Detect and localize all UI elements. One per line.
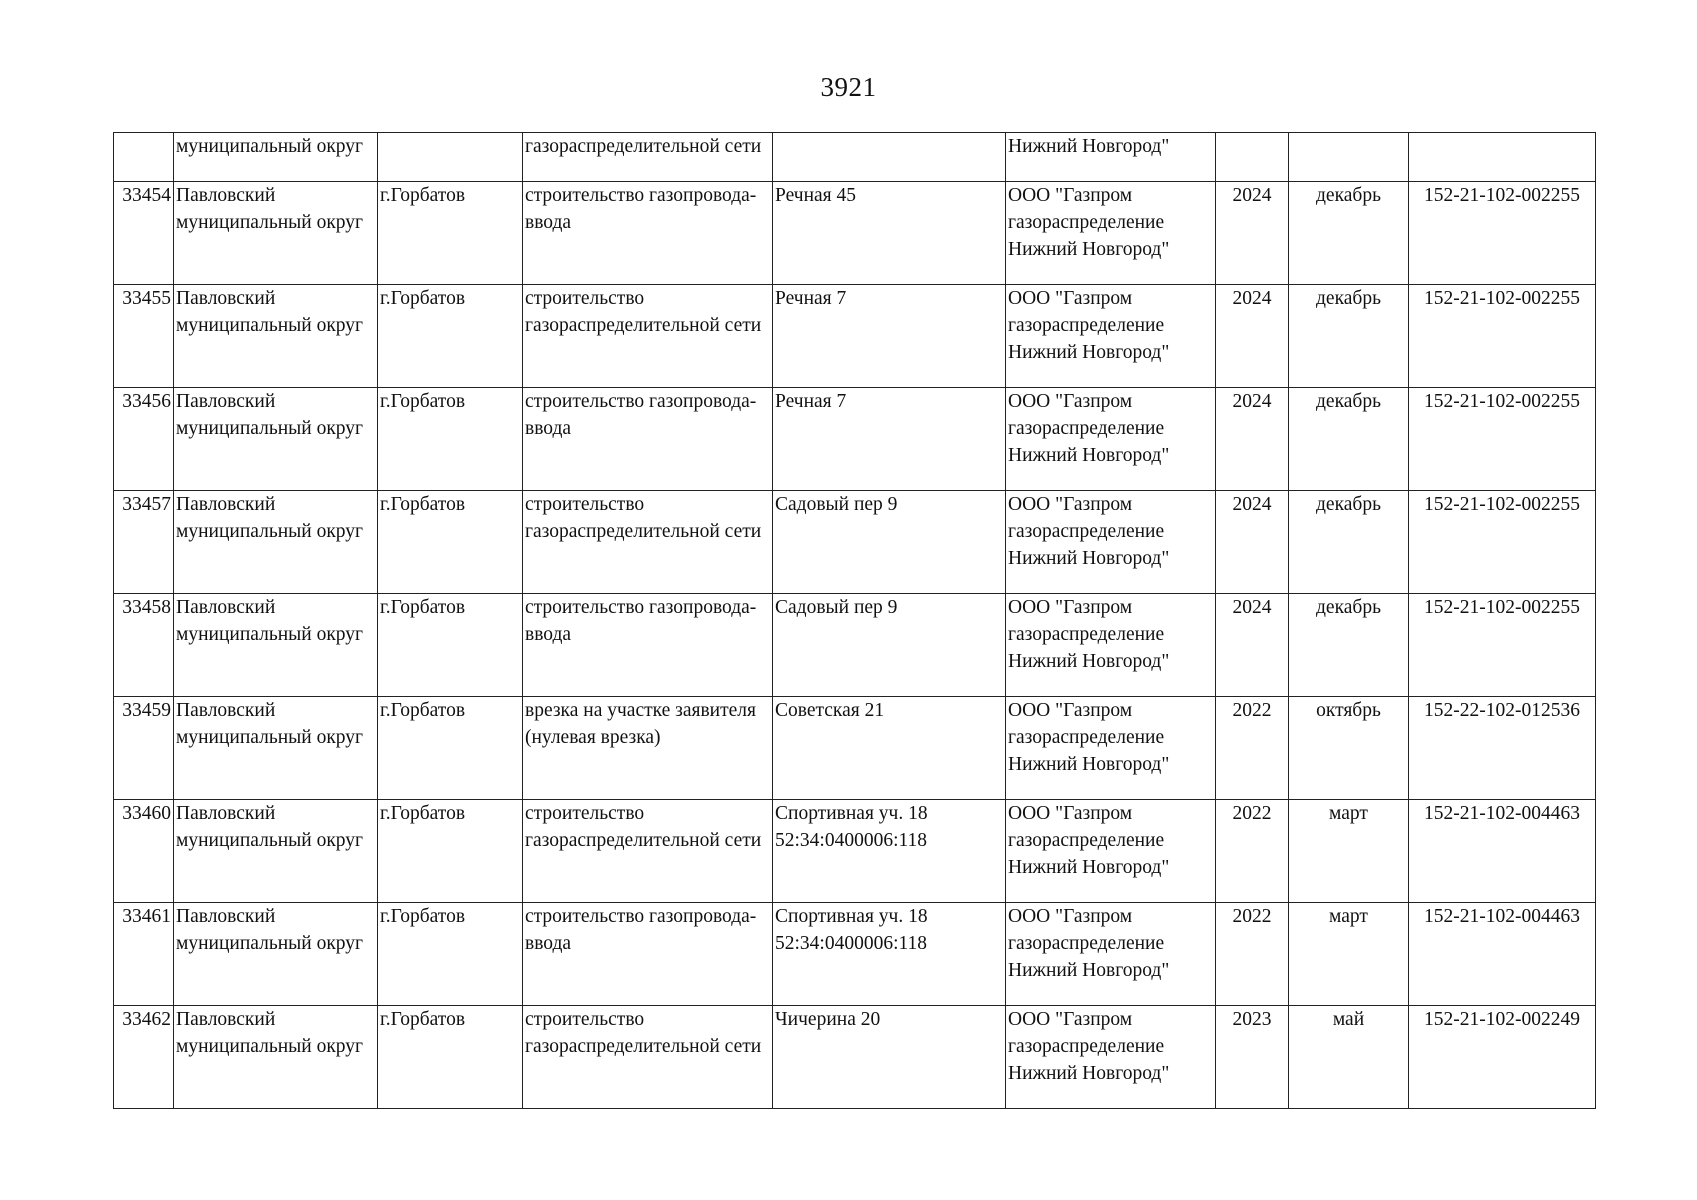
- cell-code: 152-21-102-002255: [1409, 388, 1596, 491]
- cell-address-line: Садовый пер 9: [775, 494, 898, 515]
- cell-num: 33457: [114, 491, 174, 594]
- cell-district: [174, 1006, 378, 1109]
- cell-address: [773, 285, 1006, 388]
- cell-org-line: газораспределение: [1008, 933, 1165, 954]
- cell-district-line: Павловский: [176, 700, 276, 721]
- cell-org-line: газораспределение: [1008, 212, 1165, 233]
- cell-org: Нижний Новгород": [1006, 133, 1216, 182]
- cell-address: [773, 697, 1006, 800]
- cell-work-line: газораспределительной сети: [525, 521, 762, 542]
- cell-org-line: Нижний Новгород": [1008, 651, 1170, 672]
- cell-district-line: Павловский: [176, 494, 276, 515]
- cell-address-line: 52:34:0400006:118: [775, 933, 928, 954]
- cell-org: [1006, 285, 1216, 388]
- cell-org: [1006, 697, 1216, 800]
- cell-num: 33455: [114, 285, 174, 388]
- cell-district: [174, 903, 378, 1006]
- cell-org-line: газораспределение: [1008, 1036, 1165, 1057]
- cell-address: [773, 594, 1006, 697]
- cell-month: декабрь: [1289, 491, 1409, 594]
- cell-address: [773, 182, 1006, 285]
- cell-month: [1289, 133, 1409, 182]
- cell-org: [1006, 594, 1216, 697]
- cell-address-line: 52:34:0400006:118: [775, 830, 928, 851]
- cell-district-line: муниципальный округ: [176, 624, 364, 645]
- cell-district-line: Павловский: [176, 288, 276, 309]
- cell-org-line: газораспределение: [1008, 521, 1165, 542]
- cell-address-line: Речная 7: [775, 391, 847, 412]
- cell-org: [1006, 491, 1216, 594]
- cell-district-line: муниципальный округ: [176, 1036, 364, 1057]
- table-row: [114, 594, 1596, 697]
- cell-city: г.Горбатов: [378, 903, 523, 1006]
- cell-org-line: Нижний Новгород": [1008, 239, 1170, 260]
- cell-org: [1006, 800, 1216, 903]
- cell-district-line: Павловский: [176, 185, 276, 206]
- cell-district: [174, 285, 378, 388]
- cell-year: 2024: [1216, 491, 1289, 594]
- gas-works-table: [113, 132, 1596, 1109]
- cell-city: г.Горбатов: [378, 800, 523, 903]
- cell-year: 2024: [1216, 182, 1289, 285]
- cell-district-line: Павловский: [176, 906, 276, 927]
- cell-address: [773, 491, 1006, 594]
- cell-num: [114, 133, 174, 182]
- cell-code: 152-21-102-002255: [1409, 182, 1596, 285]
- cell-code: 152-21-102-002249: [1409, 1006, 1596, 1109]
- cell-work: [523, 697, 773, 800]
- cell-district-line: муниципальный округ: [176, 727, 364, 748]
- cell-address-line: Спортивная уч. 18: [775, 803, 928, 824]
- cell-work: [523, 388, 773, 491]
- cell-org-line: Нижний Новгород": [1008, 548, 1170, 569]
- cell-num: 33456: [114, 388, 174, 491]
- cell-org-line: газораспределение: [1008, 418, 1165, 439]
- cell-work: [523, 491, 773, 594]
- cell-work: [523, 800, 773, 903]
- table-row: [114, 1006, 1596, 1109]
- cell-work: газораспределительной сети: [523, 133, 773, 182]
- cell-address-line: Садовый пер 9: [775, 597, 898, 618]
- cell-district: [174, 491, 378, 594]
- cell-city: г.Горбатов: [378, 491, 523, 594]
- cell-district-line: муниципальный округ: [176, 315, 364, 336]
- cell-org-line: ООО "Газпром: [1008, 185, 1133, 206]
- cell-address-line: Речная 45: [775, 185, 856, 206]
- cell-district: [174, 388, 378, 491]
- cell-org-line: ООО "Газпром: [1008, 906, 1133, 927]
- cell-city: г.Горбатов: [378, 594, 523, 697]
- cell-city: г.Горбатов: [378, 388, 523, 491]
- cell-month: декабрь: [1289, 285, 1409, 388]
- cell-org-line: Нижний Новгород": [1008, 754, 1170, 775]
- cell-org: [1006, 182, 1216, 285]
- cell-district-line: Павловский: [176, 803, 276, 824]
- cell-city: г.Горбатов: [378, 182, 523, 285]
- cell-address: [773, 800, 1006, 903]
- cell-year: [1216, 133, 1289, 182]
- cell-code: 152-21-102-002255: [1409, 594, 1596, 697]
- cell-city: г.Горбатов: [378, 1006, 523, 1109]
- cell-city: [378, 133, 523, 182]
- cell-work-line: строительство газопровода-: [525, 906, 757, 927]
- cell-num: 33454: [114, 182, 174, 285]
- cell-address: [773, 1006, 1006, 1109]
- cell-work-line: строительство газопровода-: [525, 391, 757, 412]
- cell-code: 152-21-102-004463: [1409, 903, 1596, 1006]
- cell-year: 2024: [1216, 594, 1289, 697]
- cell-month: октябрь: [1289, 697, 1409, 800]
- cell-address: [773, 133, 1006, 182]
- cell-year: 2024: [1216, 285, 1289, 388]
- cell-org-line: ООО "Газпром: [1008, 288, 1133, 309]
- cell-org-line: ООО "Газпром: [1008, 494, 1133, 515]
- cell-year: 2024: [1216, 388, 1289, 491]
- cell-work: [523, 594, 773, 697]
- cell-org-line: газораспределение: [1008, 315, 1165, 336]
- cell-num: 33460: [114, 800, 174, 903]
- cell-org: [1006, 903, 1216, 1006]
- cell-work: [523, 182, 773, 285]
- cell-year: 2023: [1216, 1006, 1289, 1109]
- table-row: [114, 903, 1596, 1006]
- cell-month: март: [1289, 800, 1409, 903]
- cell-num: 33459: [114, 697, 174, 800]
- cell-district-line: Павловский: [176, 597, 276, 618]
- cell-num: 33461: [114, 903, 174, 1006]
- cell-month: декабрь: [1289, 182, 1409, 285]
- cell-district-line: муниципальный округ: [176, 830, 364, 851]
- cell-code: [1409, 133, 1596, 182]
- cell-org-line: Нижний Новгород": [1008, 342, 1170, 363]
- cell-work-line: строительство газопровода-: [525, 597, 757, 618]
- table-row: [114, 388, 1596, 491]
- cell-work: [523, 285, 773, 388]
- cell-address-line: Советская 21: [775, 700, 885, 721]
- cell-year: 2022: [1216, 903, 1289, 1006]
- cell-org-line: Нижний Новгород": [1008, 445, 1170, 466]
- cell-address-line: Речная 7: [775, 288, 847, 309]
- cell-work-line: строительство: [525, 288, 645, 309]
- table-body: [114, 133, 1596, 1109]
- cell-district-line: Павловский: [176, 391, 276, 412]
- cell-num: 33462: [114, 1006, 174, 1109]
- table-row: [114, 182, 1596, 285]
- cell-district: [174, 800, 378, 903]
- cell-org-line: Нижний Новгород": [1008, 857, 1170, 878]
- cell-work-line: ввода: [525, 624, 572, 645]
- cell-org-line: ООО "Газпром: [1008, 597, 1133, 618]
- cell-org-line: ООО "Газпром: [1008, 803, 1133, 824]
- table-row: [114, 491, 1596, 594]
- cell-district: муниципальный округ: [174, 133, 378, 182]
- page-number: 3921: [820, 72, 877, 102]
- cell-work-line: (нулевая врезка): [525, 727, 661, 748]
- cell-district: [174, 594, 378, 697]
- cell-work-line: врезка на участке заявителя: [525, 700, 756, 721]
- cell-month: декабрь: [1289, 594, 1409, 697]
- cell-work: [523, 1006, 773, 1109]
- cell-work-line: газораспределительной сети: [525, 830, 762, 851]
- cell-city: г.Горбатов: [378, 697, 523, 800]
- cell-year: 2022: [1216, 697, 1289, 800]
- cell-year: 2022: [1216, 800, 1289, 903]
- cell-district-line: Павловский: [176, 1009, 276, 1030]
- cell-work-line: газораспределительной сети: [525, 1036, 762, 1057]
- cell-num: 33458: [114, 594, 174, 697]
- cell-work-line: строительство: [525, 494, 645, 515]
- cell-address: [773, 903, 1006, 1006]
- cell-org-line: ООО "Газпром: [1008, 391, 1133, 412]
- cell-code: 152-21-102-004463: [1409, 800, 1596, 903]
- cell-org: [1006, 388, 1216, 491]
- cell-district-line: муниципальный округ: [176, 418, 364, 439]
- cell-work-line: строительство: [525, 803, 645, 824]
- cell-org-line: газораспределение: [1008, 830, 1165, 851]
- cell-work-line: строительство: [525, 1009, 645, 1030]
- cell-address-line: Спортивная уч. 18: [775, 906, 928, 927]
- cell-district-line: муниципальный округ: [176, 933, 364, 954]
- cell-work-line: ввода: [525, 418, 572, 439]
- table-row: [114, 285, 1596, 388]
- cell-org: [1006, 1006, 1216, 1109]
- cell-org-line: Нижний Новгород": [1008, 1063, 1170, 1084]
- cell-code: 152-22-102-012536: [1409, 697, 1596, 800]
- cell-code: 152-21-102-002255: [1409, 491, 1596, 594]
- cell-code: 152-21-102-002255: [1409, 285, 1596, 388]
- cell-city: г.Горбатов: [378, 285, 523, 388]
- continuation-row: [114, 133, 1596, 182]
- table-row: [114, 800, 1596, 903]
- cell-org-line: ООО "Газпром: [1008, 1009, 1133, 1030]
- cell-month: май: [1289, 1006, 1409, 1109]
- cell-org-line: газораспределение: [1008, 727, 1165, 748]
- cell-address-line: Чичерина 20: [775, 1009, 881, 1030]
- cell-org-line: газораспределение: [1008, 624, 1165, 645]
- cell-month: март: [1289, 903, 1409, 1006]
- cell-work-line: газораспределительной сети: [525, 315, 762, 336]
- cell-org-line: ООО "Газпром: [1008, 700, 1133, 721]
- cell-org-line: Нижний Новгород": [1008, 960, 1170, 981]
- cell-district: [174, 182, 378, 285]
- cell-district: [174, 697, 378, 800]
- cell-work-line: ввода: [525, 933, 572, 954]
- cell-work: [523, 903, 773, 1006]
- cell-address: [773, 388, 1006, 491]
- cell-district-line: муниципальный округ: [176, 521, 364, 542]
- cell-district-line: муниципальный округ: [176, 212, 364, 233]
- table-row: [114, 697, 1596, 800]
- cell-work-line: строительство газопровода-: [525, 185, 757, 206]
- cell-month: декабрь: [1289, 388, 1409, 491]
- cell-work-line: ввода: [525, 212, 572, 233]
